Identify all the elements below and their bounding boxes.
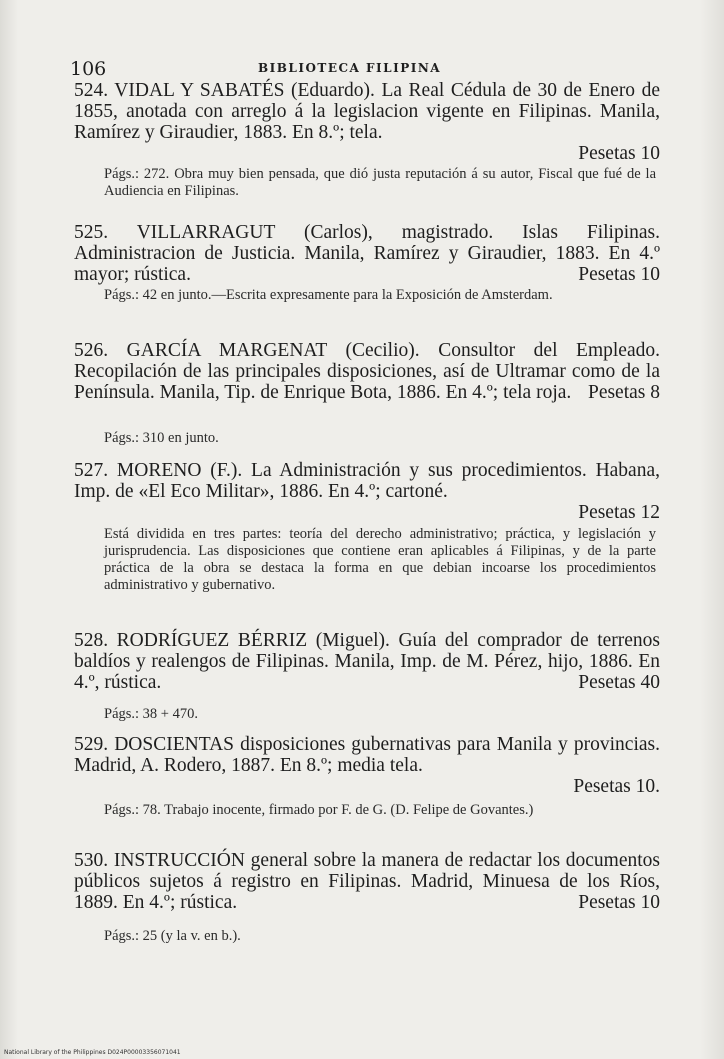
entry-price: Pesetas 10 xyxy=(578,264,660,285)
entry-526 xyxy=(74,340,660,403)
entry-note-526: Págs.: 310 en junto. xyxy=(104,430,219,446)
entry-note-530: Págs.: 25 (y la v. en b.). xyxy=(104,928,241,944)
entry-price: Pesetas 40 xyxy=(578,672,660,693)
entry-note-529: Págs.: 78. Trabajo inocente, firmado por F. de G. (D. Felipe de Govantes.) xyxy=(104,802,534,818)
entry-price: Pesetas 10 xyxy=(578,143,660,164)
entry-note-528: Págs.: 38 + 470. xyxy=(104,706,198,722)
entry-530 xyxy=(74,850,660,913)
page-number: 106 xyxy=(70,58,107,80)
entry-text: 524. VIDAL Y SABATÉS (Eduardo). La Real Cédula de 30 de Enero de 1855, anotada con arreglo á la legislacion vigente en Filipinas. Manila, Ramírez y Giraudier, 1883. En 8.º; tela. xyxy=(74,80,660,143)
entry-text: 525. VILLARRAGUT (Carlos), magistrado. Islas Filipinas. Administracion de Justicia. Manila, Ramírez y Giraudier, 1883. En 4.º mayor; rústica. xyxy=(74,222,660,285)
entry-524 xyxy=(74,80,660,164)
entry-note-527: Está dividida en tres partes: teoría del derecho administrativo; práctica, y legislación y jurisprudencia. Las disposiciones que contiene eran aplicables á Filipinas, y de la parte práctica de la obra se destaca la forma en que debian incoarse los procedimientos administrativo y gubernativo. xyxy=(104,526,656,593)
entry-527 xyxy=(74,460,660,523)
entry-price: Pesetas 10. xyxy=(573,776,660,797)
entry-note-524: Págs.: 272. Obra muy bien pensada, que dió justa reputación á su autor, Fiscal que fué de la Audiencia en Filipinas. xyxy=(104,166,656,199)
entry-price: Pesetas 10 xyxy=(578,892,660,913)
entry-price: Pesetas 8 xyxy=(587,382,660,403)
entry-price: Pesetas 12 xyxy=(578,502,660,523)
entry-text: 526. GARCÍA MARGENAT (Cecilio). Consultor del Empleado. Recopilación de las principales disposiciones, así de Ultramar como de la Península. Manila, Tip. de Enrique Bota, 1886. En 4.º; tela roja. xyxy=(74,340,660,403)
entry-528 xyxy=(74,630,660,693)
entry-text: 527. MORENO (F.). La Administración y sus procedimientos. Habana, Imp. de «El Eco Militar», 1886. En 4.º; cartoné. xyxy=(74,460,660,502)
running-title: BIBLIOTECA FILIPINA xyxy=(258,61,442,75)
entry-525 xyxy=(74,222,660,285)
entry-text: 529. DOSCIENTAS disposiciones gubernativas para Manila y provincias. Madrid, A. Rodero, 1887. En 8.º; media tela. xyxy=(74,734,660,776)
entry-text: 530. INSTRUCCIÓN general sobre la manera de redactar los documentos públicos sujetos á registro en Filipinas. Madrid, Minuesa de los Ríos, 1889. En 4.º; rústica. xyxy=(74,850,660,913)
entry-529 xyxy=(74,734,660,797)
entry-text: 528. RODRÍGUEZ BÉRRIZ (Miguel). Guía del comprador de terrenos baldíos y realengos de Filipinas. Manila, Imp. de M. Pérez, hijo, 1886. En 4.º, rústica. xyxy=(74,630,660,693)
scan-footer: National Library of the Philippines D024P00003356071041 xyxy=(4,1049,181,1056)
entry-note-525: Págs.: 42 en junto.—Escrita expresamente para la Exposición de Amsterdam. xyxy=(104,287,553,303)
